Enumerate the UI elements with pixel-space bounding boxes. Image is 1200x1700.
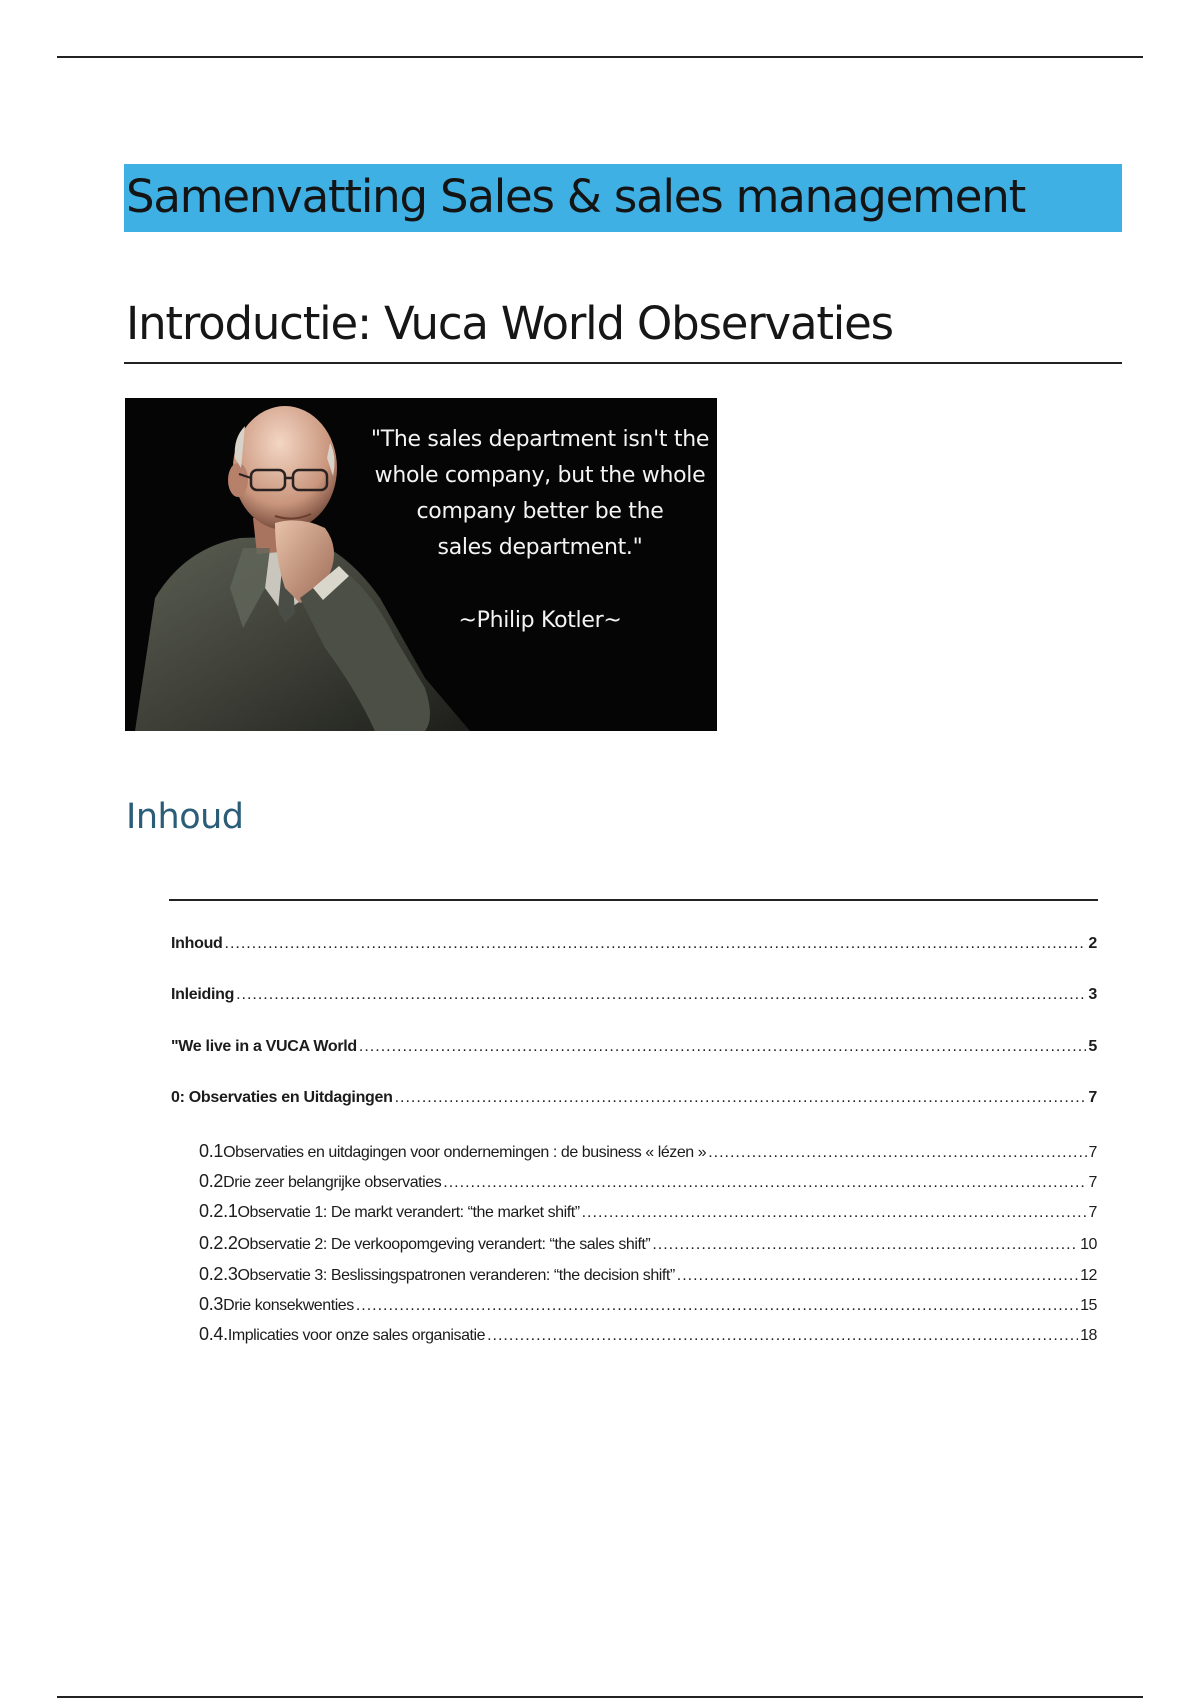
document-title: Samenvatting Sales & sales management bbox=[126, 170, 1026, 223]
toc-entry-page: 7 bbox=[1088, 1089, 1097, 1106]
toc-subentry-page: 7 bbox=[1088, 1144, 1097, 1161]
toc-subentry[interactable] bbox=[199, 1171, 1097, 1192]
toc-subentry-page: 12 bbox=[1080, 1267, 1097, 1284]
toc-entry-page: 5 bbox=[1088, 1038, 1097, 1055]
toc-entry-page: 2 bbox=[1088, 935, 1097, 952]
toc-subentry-label: Drie konsekwenties bbox=[223, 1297, 354, 1314]
toc-subentry-number: 0.3 bbox=[199, 1294, 224, 1314]
quote-text: "The sales department isn't the whole company, but the whole company better be the sales department." bbox=[370, 427, 710, 560]
toc-subentry[interactable] bbox=[199, 1264, 1097, 1285]
toc-subentry-label: Observaties en uitdagingen voor ondernemingen : de business « lézen » bbox=[223, 1144, 707, 1161]
toc-entry-label: Inleiding bbox=[171, 986, 235, 1003]
toc-leader bbox=[652, 1236, 1078, 1254]
toc-subentry-number: 0.2.2 bbox=[199, 1233, 238, 1253]
toc-entry-label: 0: Observaties en Uitdagingen bbox=[171, 1089, 393, 1106]
toc-subentry-page: 18 bbox=[1080, 1327, 1097, 1344]
toc-entry-label: "We live in a VUCA World bbox=[171, 1038, 357, 1055]
toc-leader bbox=[677, 1267, 1078, 1285]
toc-heading: Inhoud bbox=[126, 797, 244, 837]
toc-leader bbox=[356, 1297, 1078, 1315]
toc-subentry[interactable] bbox=[199, 1141, 1097, 1162]
toc-entry-label: Inhoud bbox=[171, 935, 223, 952]
toc-leader bbox=[582, 1204, 1087, 1222]
toc-subentry-page: 7 bbox=[1088, 1174, 1097, 1191]
toc-subentry-label: Observatie 2: De verkoopomgeving verandert: “the sales shift” bbox=[237, 1236, 651, 1253]
toc-subentry-label: Observatie 3: Beslissingspatronen veranderen: “the decision shift” bbox=[237, 1267, 675, 1284]
intro-heading-rule bbox=[124, 362, 1122, 364]
toc-subentry-page: 10 bbox=[1080, 1236, 1097, 1253]
kotler-quote-image bbox=[125, 398, 717, 731]
toc-entry[interactable] bbox=[171, 1089, 1097, 1107]
page-bottom-rule bbox=[57, 1696, 1143, 1698]
toc-leader bbox=[443, 1174, 1086, 1192]
toc-subentry[interactable] bbox=[199, 1233, 1097, 1254]
toc-leader bbox=[708, 1144, 1086, 1162]
toc-subentry[interactable] bbox=[199, 1201, 1097, 1222]
toc-subentry-page: 7 bbox=[1088, 1204, 1097, 1221]
toc-subentry-page: 15 bbox=[1080, 1297, 1097, 1314]
toc-subentry-number: 0.2.3 bbox=[199, 1264, 238, 1284]
toc-subentry-label: Drie zeer belangrijke observaties bbox=[223, 1174, 442, 1191]
toc-subentry-number: 0.2 bbox=[199, 1171, 224, 1191]
toc-subentry-number: 0.4. bbox=[199, 1324, 228, 1344]
toc-subentry-number: 0.1 bbox=[199, 1141, 224, 1161]
toc-leader bbox=[395, 1089, 1087, 1107]
toc-leader bbox=[225, 935, 1087, 953]
toc-leader bbox=[236, 986, 1086, 1004]
toc-subentry-label: Implicaties voor onze sales organisatie bbox=[227, 1327, 486, 1344]
toc-subentry[interactable] bbox=[199, 1324, 1097, 1345]
toc-subentry[interactable] bbox=[199, 1294, 1097, 1315]
toc-leader bbox=[359, 1038, 1086, 1056]
toc-subentry-number: 0.2.1 bbox=[199, 1201, 238, 1221]
toc-subentry-label: Observatie 1: De markt verandert: “the market shift” bbox=[237, 1204, 580, 1221]
toc-rule bbox=[169, 899, 1098, 901]
toc-entry-page: 3 bbox=[1088, 986, 1097, 1003]
page-top-rule bbox=[57, 56, 1143, 58]
toc-entry[interactable] bbox=[171, 935, 1097, 953]
quote-author: ~Philip Kotler~ bbox=[458, 608, 622, 633]
toc-entry[interactable] bbox=[171, 1038, 1097, 1056]
toc-entry[interactable] bbox=[171, 986, 1097, 1004]
toc-leader bbox=[487, 1327, 1078, 1345]
intro-heading: Introductie: Vuca World Observaties bbox=[126, 297, 893, 350]
